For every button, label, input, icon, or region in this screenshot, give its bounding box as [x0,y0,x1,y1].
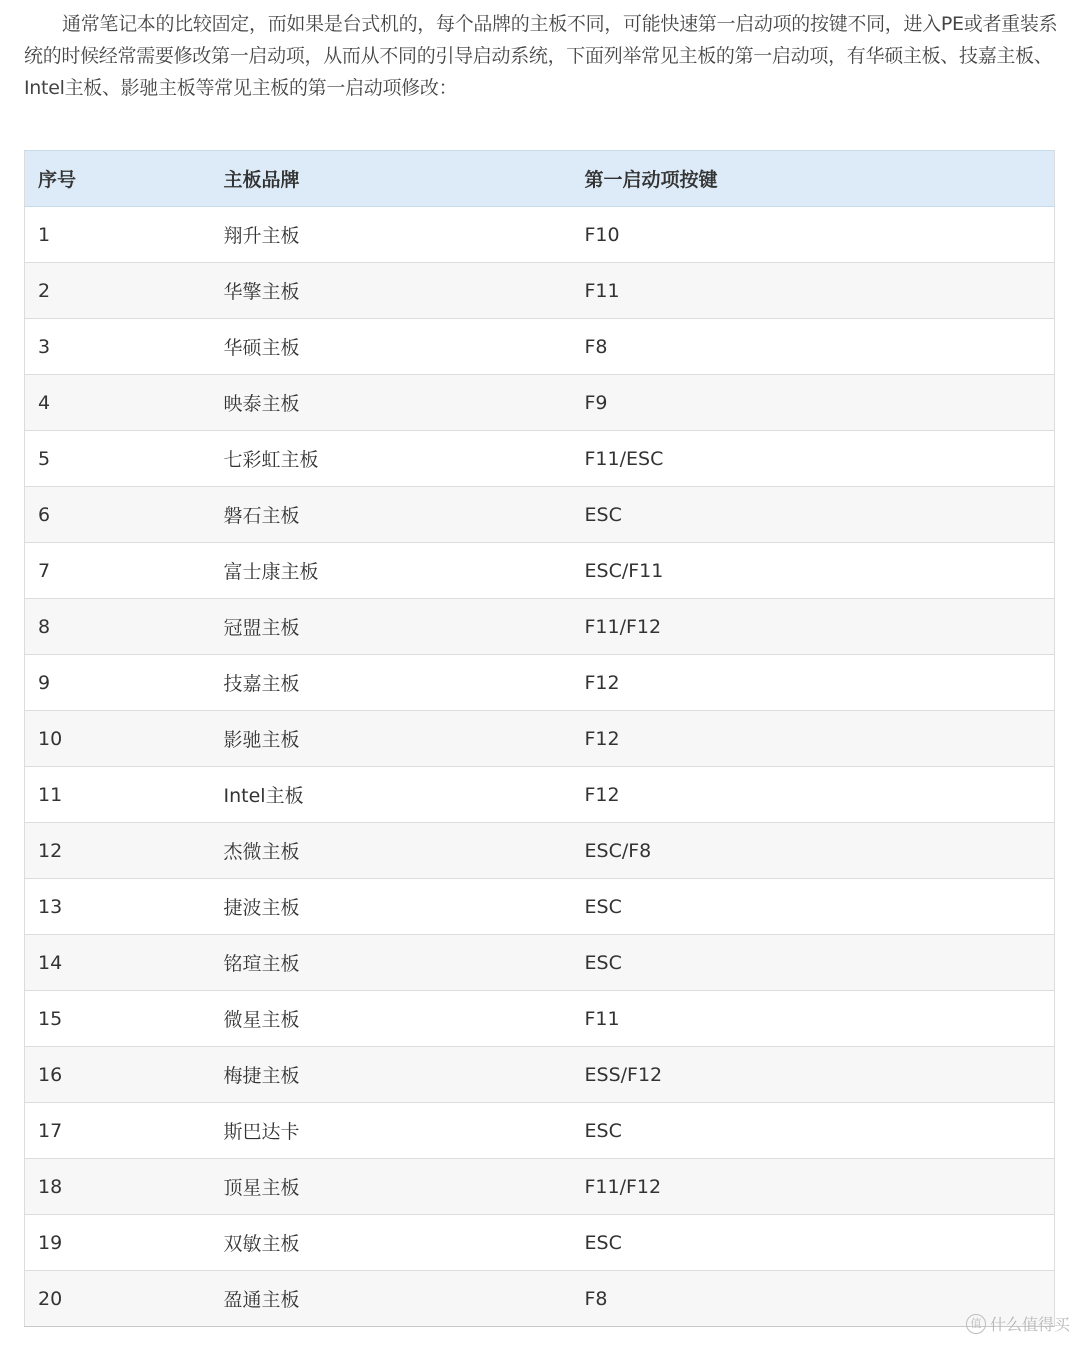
cell-boot-key: ESC [572,879,1055,935]
watermark-text: 什么值得买 [989,1315,1070,1334]
table-row [25,1159,1055,1215]
cell-number: 7 [25,543,211,599]
cell-brand: 捷波主板 [211,879,572,935]
cell-boot-key: ESS/F12 [572,1047,1055,1103]
cell-number: 16 [25,1047,211,1103]
table-row [25,319,1055,375]
cell-number: 3 [25,319,211,375]
cell-brand: 斯巴达卡 [211,1103,572,1159]
cell-boot-key: F12 [572,767,1055,823]
cell-boot-key: F11/F12 [572,1159,1055,1215]
cell-boot-key: ESC [572,1103,1055,1159]
table-row [25,767,1055,823]
table-row [25,991,1055,1047]
cell-brand: 盈通主板 [211,1271,572,1327]
cell-number: 15 [25,991,211,1047]
table-header-row [25,151,1055,207]
table-row [25,207,1055,263]
cell-boot-key: ESC [572,487,1055,543]
table-row [25,1103,1055,1159]
table-row [25,935,1055,991]
cell-brand: 翔升主板 [211,207,572,263]
header-number: 序号 [25,151,211,207]
cell-brand: 杰微主板 [211,823,572,879]
cell-brand: 技嘉主板 [211,655,572,711]
cell-number: 10 [25,711,211,767]
cell-number: 19 [25,1215,211,1271]
cell-number: 2 [25,263,211,319]
cell-brand: 磐石主板 [211,487,572,543]
cell-brand: 富士康主板 [211,543,572,599]
table-row [25,487,1055,543]
cell-brand: 华硕主板 [211,319,572,375]
table-body [25,207,1055,1327]
cell-boot-key: F10 [572,207,1055,263]
cell-boot-key: F11 [572,991,1055,1047]
cell-boot-key: F11/F12 [572,599,1055,655]
cell-boot-key: F8 [572,1271,1055,1327]
cell-brand: 七彩虹主板 [211,431,572,487]
cell-boot-key: F8 [572,319,1055,375]
cell-number: 1 [25,207,211,263]
cell-number: 18 [25,1159,211,1215]
cell-brand: 华擎主板 [211,263,572,319]
cell-boot-key: F12 [572,655,1055,711]
cell-brand: 影驰主板 [211,711,572,767]
cell-boot-key: ESC/F8 [572,823,1055,879]
cell-number: 17 [25,1103,211,1159]
header-brand: 主板品牌 [211,151,572,207]
table-row [25,263,1055,319]
cell-boot-key: ESC [572,935,1055,991]
table-row [25,1047,1055,1103]
cell-brand: 冠盟主板 [211,599,572,655]
cell-boot-key: F12 [572,711,1055,767]
table-row [25,1215,1055,1271]
cell-number: 20 [25,1271,211,1327]
cell-brand: Intel主板 [211,767,572,823]
cell-number: 8 [25,599,211,655]
header-boot-key: 第一启动项按键 [572,151,1055,207]
cell-boot-key: ESC [572,1215,1055,1271]
cell-number: 11 [25,767,211,823]
table-row [25,1271,1055,1327]
cell-number: 14 [25,935,211,991]
cell-number: 12 [25,823,211,879]
cell-brand: 铭瑄主板 [211,935,572,991]
intro-paragraph: 通常笔记本的比较固定，而如果是台式机的，每个品牌的主板不同，可能快速第一启动项的按键不同，进入PE或者重装系统的时候经常需要修改第一启动项，从而从不同的引导启动系统，下面列举常见主板的第一启动项，有华硕主板、技嘉主板、Intel主板、影驰主板等常见主板的第一启动项修改： [24,13,1058,99]
cell-boot-key: F11/ESC [572,431,1055,487]
cell-brand: 顶星主板 [211,1159,572,1215]
cell-brand: 梅捷主板 [211,1047,572,1103]
cell-boot-key: F11 [572,263,1055,319]
cell-brand: 微星主板 [211,991,572,1047]
value-icon: 值 [966,1314,986,1334]
boot-key-table [24,150,1055,1327]
cell-number: 5 [25,431,211,487]
cell-brand: 映泰主板 [211,375,572,431]
table-row [25,543,1055,599]
table-row [25,879,1055,935]
cell-number: 4 [25,375,211,431]
cell-number: 13 [25,879,211,935]
cell-boot-key: ESC/F11 [572,543,1055,599]
table-row [25,823,1055,879]
site-watermark [966,1312,1070,1335]
table-row [25,431,1055,487]
cell-number: 9 [25,655,211,711]
table-row [25,375,1055,431]
table-row [25,655,1055,711]
cell-boot-key: F9 [572,375,1055,431]
table-row [25,711,1055,767]
table-row [25,599,1055,655]
cell-number: 6 [25,487,211,543]
cell-brand: 双敏主板 [211,1215,572,1271]
